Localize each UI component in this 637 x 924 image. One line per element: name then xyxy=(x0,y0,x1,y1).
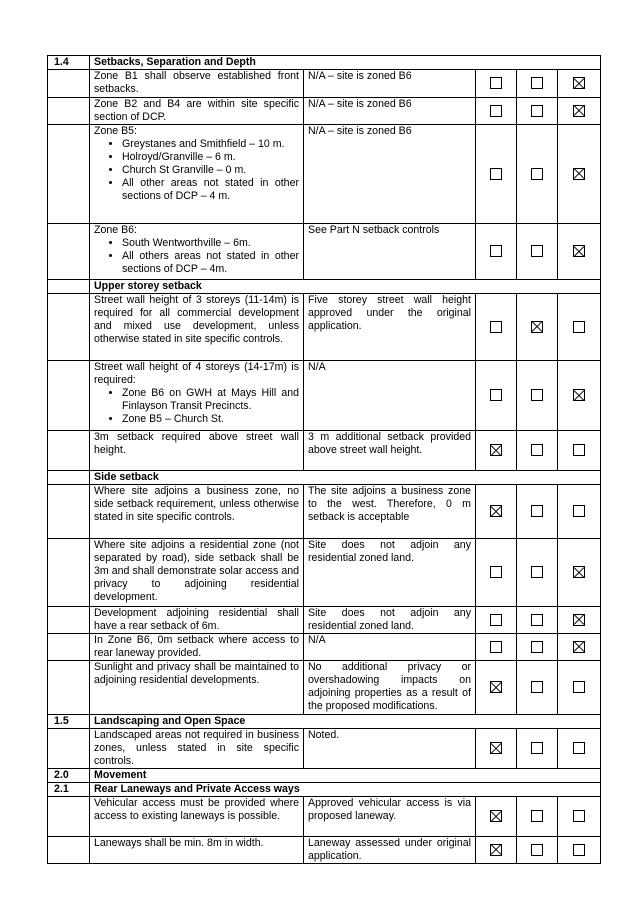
checkbox-yes[interactable] xyxy=(490,77,502,89)
empty-number-cell xyxy=(48,125,90,224)
comment-text: N/A – site is zoned B6 xyxy=(308,98,412,110)
requirement-text: Zone B5: xyxy=(94,125,137,137)
requirement-cell xyxy=(90,98,304,125)
table-row xyxy=(48,125,601,224)
checkbox-no-cell xyxy=(517,485,558,539)
table-row xyxy=(48,837,601,864)
comment-text: Five storey street wall height approved under the original application. xyxy=(308,294,471,332)
checkbox-no[interactable] xyxy=(531,566,543,578)
comment-cell xyxy=(304,361,476,431)
checkbox-na[interactable] xyxy=(573,614,585,626)
requirement-cell xyxy=(90,634,304,661)
requirement-text: Vehicular access must be provided where access to existing laneways is possible. xyxy=(94,797,299,822)
checkbox-na-cell xyxy=(558,361,601,431)
requirement-cell xyxy=(90,837,304,864)
checkbox-na[interactable] xyxy=(573,742,585,754)
checkbox-na[interactable] xyxy=(573,245,585,257)
checkbox-yes-cell xyxy=(476,361,517,431)
requirement-list-item: • Zone B5 – Church St. xyxy=(122,413,299,426)
requirement-cell xyxy=(90,70,304,98)
section-row xyxy=(48,715,601,729)
checkbox-yes[interactable] xyxy=(490,389,502,401)
checkbox-yes[interactable] xyxy=(490,505,502,517)
checkbox-na[interactable] xyxy=(573,389,585,401)
requirement-text: Street wall height of 3 storeys (11-14m) is required for all commercial development and mixed use development, unless otherwise stated in site specific controls. xyxy=(94,294,299,345)
requirement-text: Sunlight and privacy shall be maintained to adjoining residential developments. xyxy=(94,661,299,686)
checkbox-yes-cell xyxy=(476,837,517,864)
section-number: 1.5 xyxy=(48,715,90,729)
checkbox-no[interactable] xyxy=(531,321,543,333)
checkbox-no-cell xyxy=(517,70,558,98)
checkbox-yes[interactable] xyxy=(490,614,502,626)
subheading-row xyxy=(48,471,601,485)
empty-number-cell xyxy=(48,98,90,125)
checkbox-yes-cell xyxy=(476,98,517,125)
comment-cell xyxy=(304,98,476,125)
checkbox-no-cell xyxy=(517,729,558,769)
checkbox-no[interactable] xyxy=(531,168,543,180)
checkbox-na-cell xyxy=(558,125,601,224)
checkbox-no[interactable] xyxy=(531,614,543,626)
requirement-list-item: • Greystanes and Smithfield – 10 m. xyxy=(122,138,299,151)
comment-cell xyxy=(304,224,476,280)
checkbox-no-cell xyxy=(517,837,558,864)
subsection-title: Side setback xyxy=(90,471,601,485)
comment-text: No additional privacy or overshadowing impacts on adjoining properties as a result of the proposed modifications. xyxy=(308,661,471,712)
table-row xyxy=(48,98,601,125)
requirement-list xyxy=(94,138,299,203)
checkbox-no[interactable] xyxy=(531,77,543,89)
checkbox-na[interactable] xyxy=(573,105,585,117)
checkbox-yes-cell xyxy=(476,125,517,224)
comment-text: Site does not adjoin any residential zoned land. xyxy=(308,539,471,564)
comment-cell xyxy=(304,70,476,98)
checkbox-no-cell xyxy=(517,634,558,661)
compliance-table-container xyxy=(47,55,600,864)
comment-cell xyxy=(304,661,476,715)
checkbox-na-cell xyxy=(558,485,601,539)
requirement-list-item: • All others areas not stated in other sections of DCP – 4m. xyxy=(122,250,299,276)
requirement-list xyxy=(94,237,299,276)
table-row xyxy=(48,70,601,98)
requirement-cell xyxy=(90,431,304,471)
comment-text: N/A xyxy=(308,361,326,373)
checkbox-yes[interactable] xyxy=(490,245,502,257)
comment-cell xyxy=(304,837,476,864)
table-row xyxy=(48,361,601,431)
checkbox-yes-cell xyxy=(476,661,517,715)
checkbox-yes-cell xyxy=(476,70,517,98)
section-number: 2.0 xyxy=(48,769,90,783)
table-row xyxy=(48,539,601,607)
comment-text: See Part N setback controls xyxy=(308,224,440,236)
table-row xyxy=(48,729,601,769)
comment-cell xyxy=(304,431,476,471)
empty-number-cell xyxy=(48,280,90,294)
compliance-table-body xyxy=(48,56,601,864)
checkbox-yes[interactable] xyxy=(490,105,502,117)
requirement-cell xyxy=(90,125,304,224)
checkbox-na-cell xyxy=(558,224,601,280)
section-row xyxy=(48,783,601,797)
checkbox-no[interactable] xyxy=(531,641,543,653)
table-row xyxy=(48,224,601,280)
checkbox-yes[interactable] xyxy=(490,810,502,822)
empty-number-cell xyxy=(48,485,90,539)
requirement-cell xyxy=(90,294,304,361)
table-row xyxy=(48,797,601,837)
comment-text: 3 m additional setback provided above street wall height. xyxy=(308,431,471,456)
comment-cell xyxy=(304,294,476,361)
empty-number-cell xyxy=(48,224,90,280)
requirement-list-item: • Holroyd/Granville – 6 m. xyxy=(122,151,299,164)
checkbox-yes[interactable] xyxy=(490,681,502,693)
comment-cell xyxy=(304,485,476,539)
comment-text: Approved vehicular access is via proposed laneway. xyxy=(308,797,471,822)
checkbox-na[interactable] xyxy=(573,77,585,89)
checkbox-no[interactable] xyxy=(531,389,543,401)
checkbox-no-cell xyxy=(517,125,558,224)
requirement-text: Laneways shall be min. 8m in width. xyxy=(94,837,264,849)
checkbox-yes[interactable] xyxy=(490,444,502,456)
checkbox-no-cell xyxy=(517,224,558,280)
comment-cell xyxy=(304,125,476,224)
checkbox-na[interactable] xyxy=(573,844,585,856)
checkbox-na[interactable] xyxy=(573,321,585,333)
requirement-text: 3m setback required above street wall height. xyxy=(94,431,299,456)
requirement-list xyxy=(94,387,299,426)
checkbox-na-cell xyxy=(558,294,601,361)
requirement-cell xyxy=(90,539,304,607)
checkbox-yes-cell xyxy=(476,797,517,837)
checkbox-no-cell xyxy=(517,294,558,361)
checkbox-yes[interactable] xyxy=(490,321,502,333)
empty-number-cell xyxy=(48,634,90,661)
checkbox-no-cell xyxy=(517,539,558,607)
checkbox-yes-cell xyxy=(476,607,517,634)
comment-cell xyxy=(304,797,476,837)
checkbox-no-cell xyxy=(517,797,558,837)
checkbox-no[interactable] xyxy=(531,681,543,693)
requirement-list-item: • Church St Granville – 0 m. xyxy=(122,164,299,177)
section-number: 2.1 xyxy=(48,783,90,797)
checkbox-yes[interactable] xyxy=(490,566,502,578)
checkbox-no[interactable] xyxy=(531,245,543,257)
checkbox-na[interactable] xyxy=(573,641,585,653)
checkbox-yes[interactable] xyxy=(490,168,502,180)
requirement-cell xyxy=(90,485,304,539)
checkbox-na-cell xyxy=(558,607,601,634)
checkbox-na-cell xyxy=(558,634,601,661)
section-number: 1.4 xyxy=(48,56,90,70)
table-row xyxy=(48,634,601,661)
checkbox-na[interactable] xyxy=(573,168,585,180)
checkbox-no-cell xyxy=(517,607,558,634)
empty-number-cell xyxy=(48,70,90,98)
section-title: Landscaping and Open Space xyxy=(90,715,601,729)
table-row xyxy=(48,607,601,634)
checkbox-na-cell xyxy=(558,70,601,98)
checkbox-yes-cell xyxy=(476,294,517,361)
requirement-list-item: • South Wentworthville – 6m. xyxy=(122,237,299,250)
checkbox-na[interactable] xyxy=(573,681,585,693)
empty-number-cell xyxy=(48,431,90,471)
checkbox-yes[interactable] xyxy=(490,742,502,754)
checkbox-yes[interactable] xyxy=(490,844,502,856)
subheading-row xyxy=(48,280,601,294)
requirement-list-item: • All other areas not stated in other sections of DCP – 4 m. xyxy=(122,177,299,203)
checkbox-no[interactable] xyxy=(531,742,543,754)
requirement-cell xyxy=(90,661,304,715)
checkbox-yes-cell xyxy=(476,431,517,471)
requirement-text: Zone B2 and B4 are within site specific section of DCP. xyxy=(94,98,299,123)
section-title: Setbacks, Separation and Depth xyxy=(90,56,601,70)
requirement-text: Landscaped areas not required in business zones, unless stated in site specific controls. xyxy=(94,729,299,767)
requirement-text: Where site adjoins a residential zone (not separated by road), side setback shall be 3m and shall demonstrate solar access and privacy to adjoining residential development. xyxy=(94,539,299,603)
requirement-cell xyxy=(90,607,304,634)
requirement-text: Street wall height of 4 storeys (14-17m) is required: xyxy=(94,361,299,386)
checkbox-no-cell xyxy=(517,361,558,431)
checkbox-na[interactable] xyxy=(573,505,585,517)
checkbox-na-cell xyxy=(558,797,601,837)
compliance-table xyxy=(47,55,601,864)
requirement-text: Zone B1 shall observe established front setbacks. xyxy=(94,70,299,95)
section-title: Movement xyxy=(90,769,601,783)
checkbox-no-cell xyxy=(517,98,558,125)
comment-cell xyxy=(304,607,476,634)
checkbox-yes-cell xyxy=(476,539,517,607)
comment-text: N/A – site is zoned B6 xyxy=(308,70,412,82)
checkbox-na-cell xyxy=(558,539,601,607)
checkbox-na-cell xyxy=(558,837,601,864)
empty-number-cell xyxy=(48,539,90,607)
empty-number-cell xyxy=(48,729,90,769)
table-row xyxy=(48,661,601,715)
checkbox-yes-cell xyxy=(476,485,517,539)
checkbox-yes[interactable] xyxy=(490,641,502,653)
empty-number-cell xyxy=(48,837,90,864)
checkbox-yes-cell xyxy=(476,224,517,280)
checkbox-na[interactable] xyxy=(573,444,585,456)
subsection-title: Upper storey setback xyxy=(90,280,601,294)
table-row xyxy=(48,431,601,471)
checkbox-yes-cell xyxy=(476,729,517,769)
section-row xyxy=(48,769,601,783)
checkbox-na[interactable] xyxy=(573,566,585,578)
checkbox-na-cell xyxy=(558,98,601,125)
checkbox-no[interactable] xyxy=(531,810,543,822)
requirement-list-item: • Zone B6 on GWH at Mays Hill and Finlayson Transit Precincts. xyxy=(122,387,299,413)
section-title: Rear Laneways and Private Access ways xyxy=(90,783,601,797)
checkbox-no[interactable] xyxy=(531,444,543,456)
comment-text: N/A – site is zoned B6 xyxy=(308,125,412,137)
checkbox-no[interactable] xyxy=(531,105,543,117)
requirement-text: Where site adjoins a business zone, no side setback requirement, unless otherwise stated in site specific controls. xyxy=(94,485,299,523)
empty-number-cell xyxy=(48,607,90,634)
comment-text: N/A xyxy=(308,634,326,646)
checkbox-no[interactable] xyxy=(531,844,543,856)
requirement-text: In Zone B6, 0m setback where access to rear laneway provided. xyxy=(94,634,299,659)
requirement-text: Zone B6: xyxy=(94,224,137,236)
table-row xyxy=(48,294,601,361)
checkbox-na-cell xyxy=(558,661,601,715)
table-row xyxy=(48,485,601,539)
checkbox-na-cell xyxy=(558,729,601,769)
empty-number-cell xyxy=(48,361,90,431)
comment-text: Noted. xyxy=(308,729,340,741)
comment-cell xyxy=(304,729,476,769)
checkbox-na-cell xyxy=(558,431,601,471)
empty-number-cell xyxy=(48,471,90,485)
checkbox-na[interactable] xyxy=(573,810,585,822)
requirement-cell xyxy=(90,797,304,837)
requirement-cell xyxy=(90,361,304,431)
requirement-cell xyxy=(90,224,304,280)
comment-cell xyxy=(304,634,476,661)
checkbox-no[interactable] xyxy=(531,505,543,517)
comment-text: Site does not adjoin any residential zoned land. xyxy=(308,607,471,632)
requirement-text: Development adjoining residential shall have a rear setback of 6m. xyxy=(94,607,299,632)
checkbox-no-cell xyxy=(517,661,558,715)
requirement-cell xyxy=(90,729,304,769)
comment-text: Laneway assessed under original application. xyxy=(308,837,471,862)
checkbox-no-cell xyxy=(517,431,558,471)
comment-cell xyxy=(304,539,476,607)
section-row xyxy=(48,56,601,70)
checkbox-yes-cell xyxy=(476,634,517,661)
empty-number-cell xyxy=(48,294,90,361)
empty-number-cell xyxy=(48,661,90,715)
empty-number-cell xyxy=(48,797,90,837)
comment-text: The site adjoins a business zone to the west. Therefore, 0 m setback is acceptable xyxy=(308,485,471,523)
